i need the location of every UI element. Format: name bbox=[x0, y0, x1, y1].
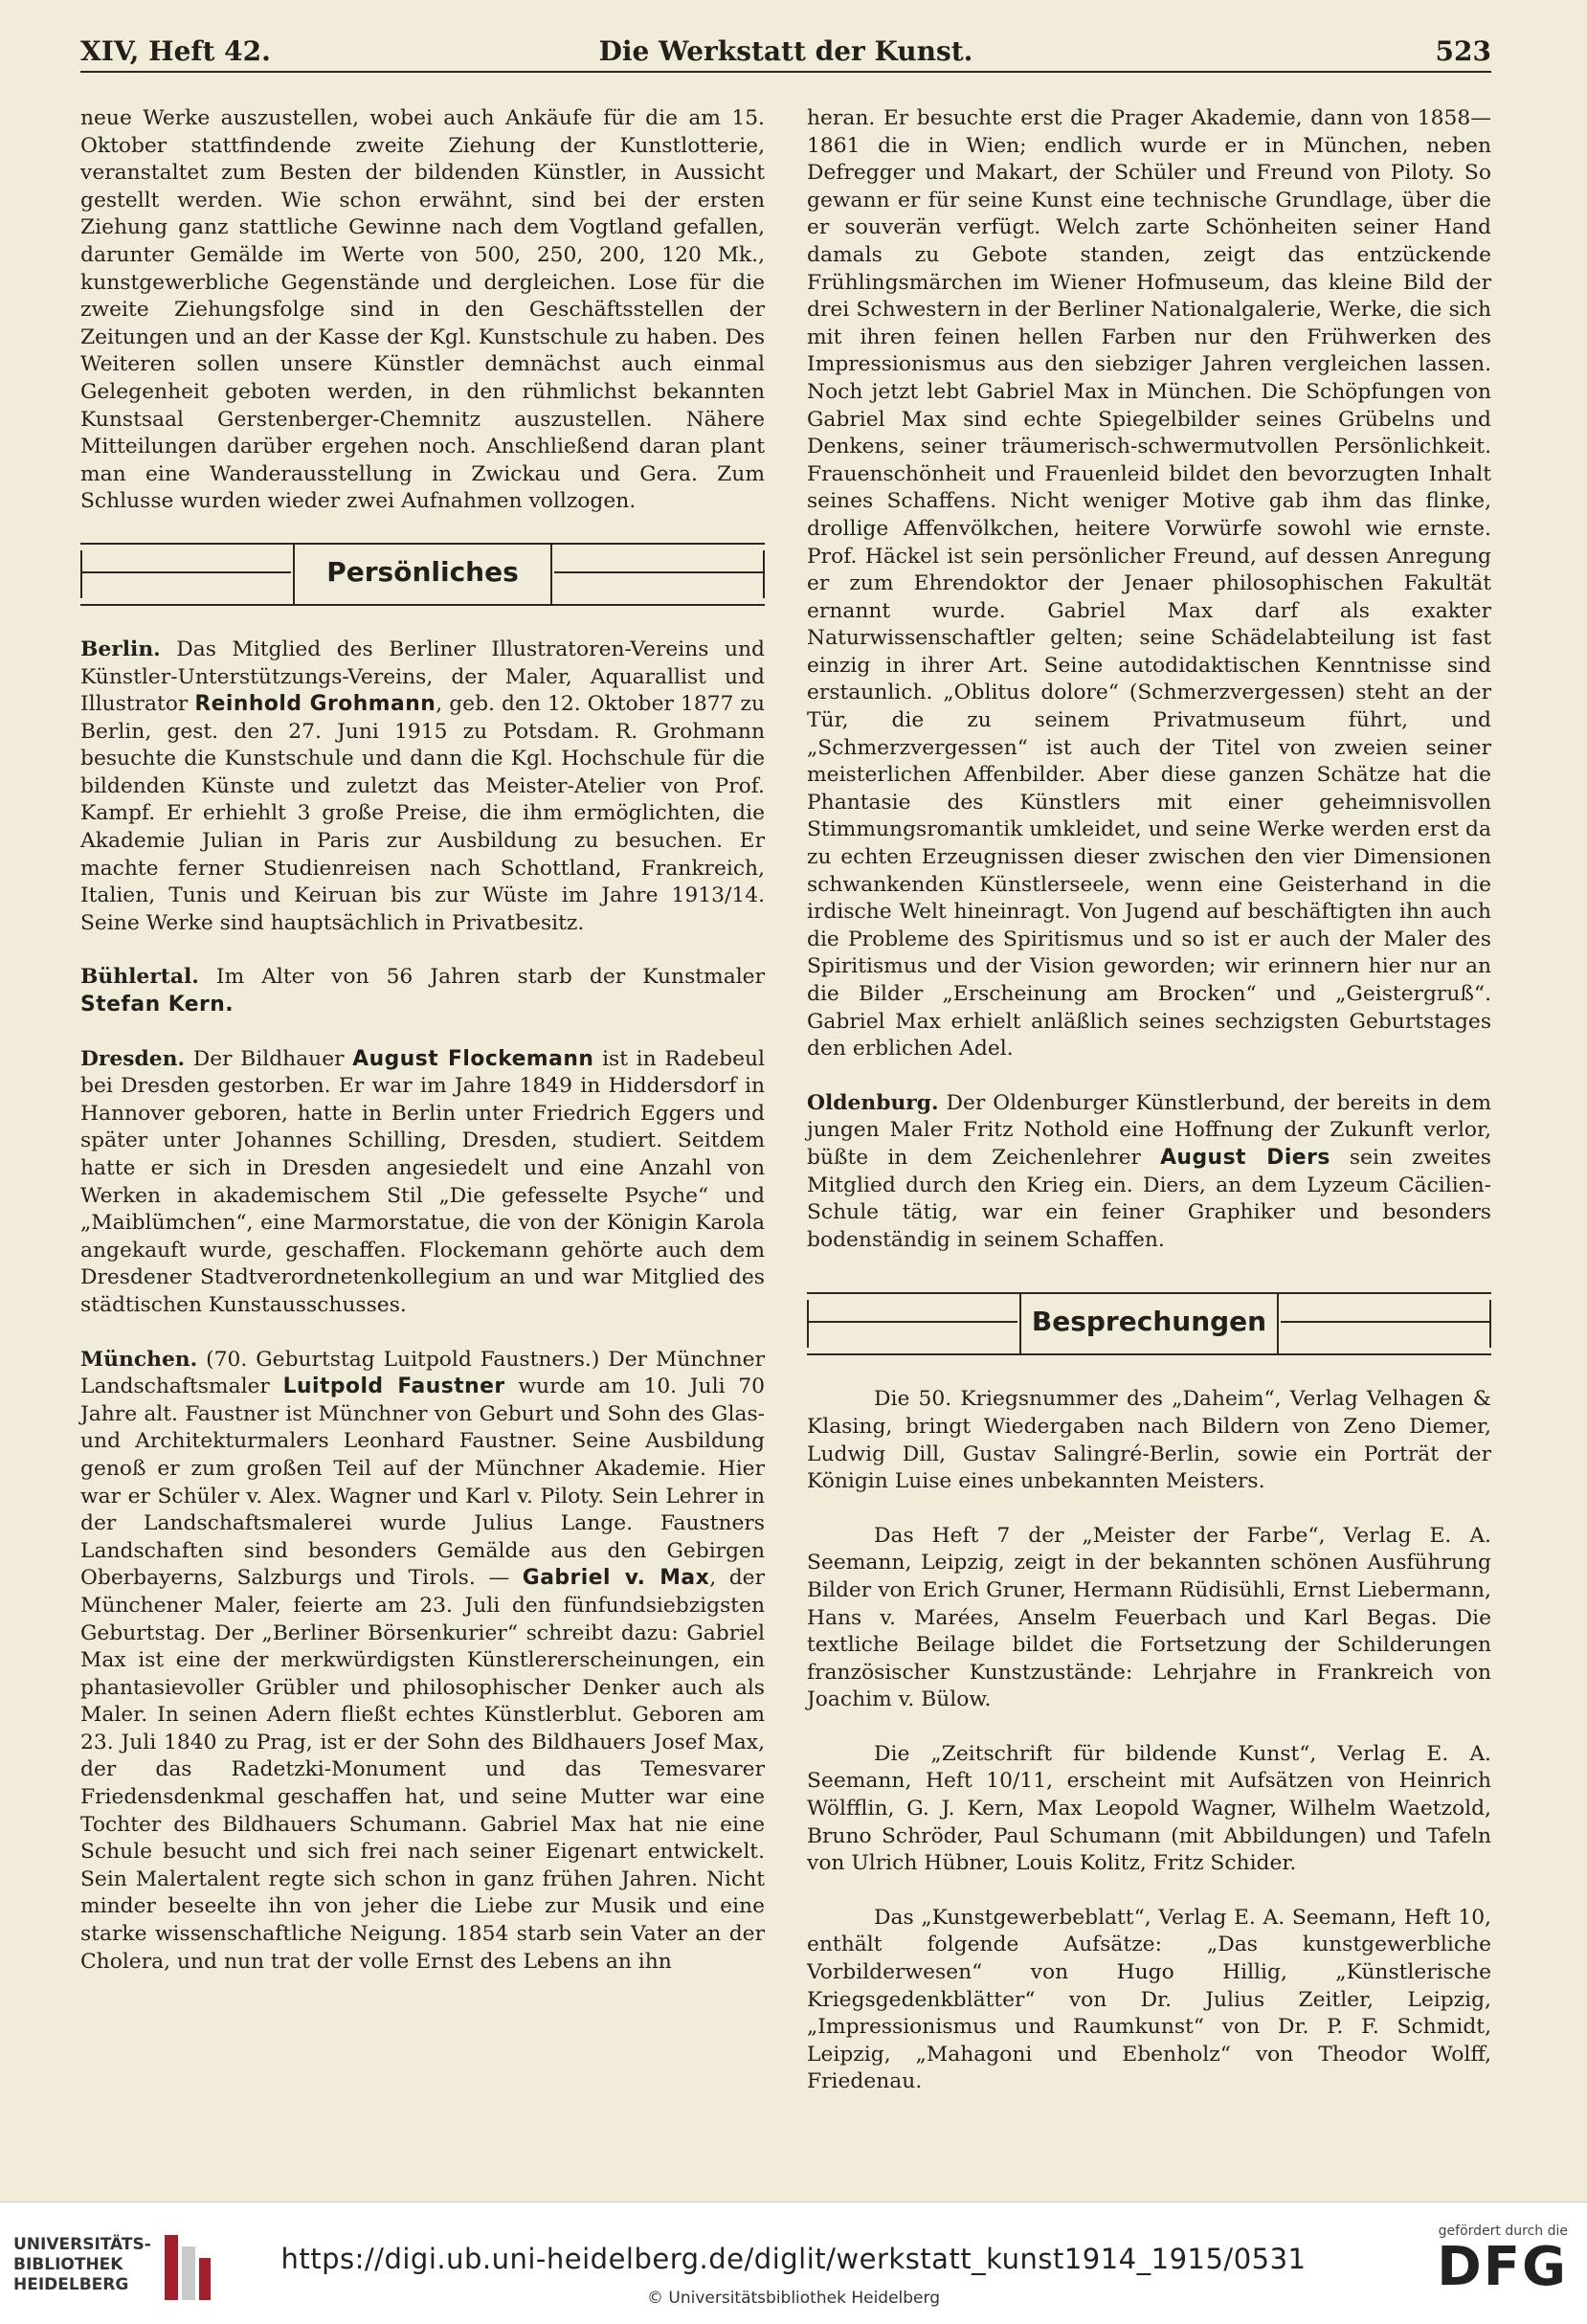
dfg-logo[interactable] bbox=[1424, 2223, 1568, 2312]
library-name: UNIVERSITÄTS- BIBLIOTHEK HEIDELBERG bbox=[13, 2235, 151, 2294]
person-name: August Flockemann bbox=[352, 1046, 594, 1071]
section-title: Besprechungen bbox=[1019, 1292, 1279, 1355]
entry-oldenburg: Oldenburg. Der Oldenburger Künstlerbund, der bereits in dem jungen Maler Fritz Nothold eine Hoffnung der Zukunft verlor, büßte in dem Zeichenlehrer August Diers sein zweites Mitglied durch den Krieg ein. Diers, an dem Lyzeum Cäcilien-Schule tätig, war ein feiner Graphiker und besonders bodenständig in seinem Schaffen. bbox=[807, 1090, 1491, 1252]
left-column bbox=[80, 105, 765, 2002]
entry-muenchen: München. (70. Geburtstag Luitpold Faustners.) Der Münchner Landschaftsmaler Luitpold Faustner wurde am 10. Juli 70 Jahre alt. Faustner ist Münchner von Geburt und Sohn des Glas- und Architekturmalers Leonhard Faustner. Seine Ausbildung genoß er zum großen Teil auf der Münchner Akademie. Hier war er Schüler v. Alex. Wagner und Karl v. Piloty. Sein Lehrer in der Landschaftsmalerei wurde Julius Lange. Faustners Landschaften sind besonders Gemälde aus den Gebirgen Oberbayerns, Salzburgs und Tirols. — Gabriel v. Max, der Münchener Maler, feierte am 23. Juli den fünfundsiebzigsten Geburtstag. Der „Berliner Börsenkurier“ schreibt dazu: Gabriel Max ist eine der merkwürdigsten Künstlererscheinungen, ein phantasievoller Grübler und philosophischer Denker auch als Maler. In seinen Adern fließt echtes Künstlerblut. Geboren am 23. Juli 1840 zu Prag, ist er der Sohn des Bildhauers Josef Max, der das Radetzki-Monument und das Temesvarer Friedensdenkmal geschaffen hat, und seine Mutter war eine Tochter des Bildhauers Schumann. Gabriel Max hat nie eine Schule besucht und sich frei nach seiner Eigenart entwickelt. Sein Malertalent regte sich schon in ganz frühen Jahren. Nicht minder beseelte ihn von jeher die Liebe zur Musik und eine starke wissenschaftliche Neigung. 1854 starb sein Vater an der Cholera, und nun trat der volle Ernst des Lebens an ihn bbox=[80, 1347, 765, 1974]
right-column bbox=[807, 105, 1491, 2123]
page-number: 523 bbox=[1435, 35, 1491, 67]
copyright-notice: © Universitätsbibliothek Heidelberg bbox=[646, 2289, 940, 2308]
place-name: Oldenburg. bbox=[807, 1090, 939, 1115]
section-header-persoenliches bbox=[80, 543, 765, 606]
person-name: Luitpold Faustner bbox=[282, 1374, 505, 1399]
place-name: Bühlertal. bbox=[80, 965, 199, 990]
section-title: Persönliches bbox=[293, 543, 552, 606]
place-name: München. bbox=[80, 1347, 198, 1372]
person-name: Gabriel v. Max bbox=[522, 1566, 710, 1591]
intro-paragraph: neue Werke auszustellen, wobei auch Ankäufe für die am 15. Oktober stattfindende zweite Ziehung der Kunstlotterie, veranstaltet zum Besten der bildenden Künstler, in Aussicht gestellt werden. Wie schon erwähnt, sind bei der ersten Ziehung ganz stattliche Gewinne nach dem Vogtland gefallen, darunter Gemälde im Werte von 500, 250, 200, 120 Mk., kunstgewerbliche Gegenstände und dergleichen. Lose für die zweite Ziehungsfolge sind in den Geschäftsstellen der Zeitungen und an der Kasse der Kgl. Kunstschule zu haben. Des Weiteren sollen unsere Künstler demnächst auch einmal Gelegenheit geboten werden, in den rühmlichst bekannten Kunstsaal Gerstenberger-Chemnitz auszustellen. Nähere Mitteilungen darüber ergehen noch. Anschließend daran plant man eine Wanderausstellung in Zwickau und Gera. Zum Schlusse wurden wieder zwei Aufnahmen vollzogen. bbox=[80, 106, 765, 514]
person-name: Stefan Kern. bbox=[80, 993, 235, 1017]
review-zeitschrift: Die „Zeitschrift für bildende Kunst“, Verlag E. A. Seemann, Heft 10/11, erscheint mit Aufsätzen von Heinrich Wölfflin, G. J. Kern, Max Leopold Wagner, Wilhelm Waetzold, Bruno Schröder, Paul Schumann (mit Abbildungen) und Tafeln von Ulrich Hübner, Louis Kolitz, Fritz Schider. bbox=[807, 1741, 1491, 1876]
review-kunstgewerbeblatt: Das „Kunstgewerbeblatt“, Verlag E. A. Seemann, Heft 10, enthält folgende Aufsätze: „Das kunstgewerbliche Vorbilderwesen“ von Hugo Hillig, „Künstlerische Kriegsgedenkblätter“ von Dr. Julius Zeitler, Leipzig, „Impressionismus und Raumkunst“ von Dr. P. F. Schmidt, Leipzig, „Mahagoni und Ebenholz“ von Theodor Wolff, Friedenau. bbox=[807, 1905, 1491, 2094]
person-name: August Diers bbox=[1160, 1145, 1330, 1170]
max-continuation: heran. Er besuchte erst die Prager Akademie, dann von 1858—1861 die in Wien; endlich wurde er in München, neben Defregger und Makart, der Schüler und Freund von Piloty. So gewann er für seine Kunst eine technische Grundlage, über die er souverän verfügt. Welch zarte Schönheiten seiner Hand damals zu Gebote standen, zeigt das entzückende Frühlingsmärchen im Wiener Hofmuseum, das kleine Bild der drei Schwestern in der Berliner Nationalgalerie, Werke, die sich mit ihren feinen hellen Farben nur den Frühwerken des Impressionismus aus den siebziger Jahren vergleichen lassen. Noch jetzt lebt Gabriel Max in München. Die Schöpfungen von Gabriel Max sind echte Spiegelbilder seines Grübelns und Denkens, seiner träumerisch-schwermutvollen Persönlichkeit. Frauenschönheit und Frauenleid bildet den bevorzugten Inhalt seines Schaffens. Nicht weniger Motive gab ihm das flinke, drollige Affenvölkchen, heitere Vorwürfe sowohl wie ernste. Prof. Häckel ist sein persönlicher Freund, auf dessen Anregung er zum Ehrendoktor der Jenaer philosophischen Fakultät ernannt wurde. Gabriel Max darf als exakter Naturwissenschaftler gelten; seine Schädelabteilung ist fast einzig in ihrer Art. Seine autodidaktischen Kenntnisse sind erstaunlich. „Oblitus dolore“ (Schmerzvergessen) steht an der Tür, die zu seinem Privatmuseum führt, und „Schmerzvergessen“ ist auch der Titel von zweien seiner meisterlichen Affenbilder. Aber diese ganzen Schätze hat die Phantasie des Künstlers mit einer geheimnisvollen Stimmungsromantik umkleidet, und seine Werke werden erst da zu echten Erzeugnissen dieser zwischen den vier Dimensionen schwankenden Künstlerseele, wenn eine Geisterhand in die irdische Welt hineinragt. Von Jugend auf beschäftigten ihn auch die Probleme des Spiritismus und so ist er auch der Maler des Spiritismus und der Vision geworden; wir erinnern hier nur an die Bilder „Erscheinung am Brocken“ und „Geistergruß“. Gabriel Max erhielt anläßlich seines sechzigsten Geburtstages den erblichen Adel. bbox=[807, 106, 1491, 1061]
permalink-url[interactable]: https://digi.ub.uni-heidelberg.de/diglit/werkstatt_kunst1914_1915/0531 bbox=[280, 2243, 1307, 2275]
review-daheim: Die 50. Kriegsnummer des „Daheim“, Verlag Velhagen & Klasing, bringt Wiedergaben nach Bildern von Zeno Diemer, Ludwig Dill, Gustav Salingré-Berlin, sowie ein Porträt der Königin Luise eines unbekannten Meisters. bbox=[807, 1387, 1491, 1494]
place-name: Berlin. bbox=[80, 637, 161, 661]
funding-label: gefördert durch die bbox=[1438, 2223, 1568, 2239]
review-meister-der-farbe: Das Heft 7 der „Meister der Farbe“, Verlag E. A. Seemann, Leipzig, zeigt in der bekannten schönen Ausführung Bilder von Erich Gruner, Hermann Rüdisühli, Ernst Liebermann, Hans v. Marées, Anselm Feuerbach und Karl Begas. Die textliche Beilage bildet die Fortsetzung der Schilderungen französischer Kunstzustände: Lehrjahre in Frankreich von Joachim v. Bülow. bbox=[807, 1523, 1491, 1712]
entry-buehlertal: Bühlertal. Im Alter von 56 Jahren starb der Kunstmaler Stefan Kern. bbox=[80, 965, 765, 1017]
entry-dresden: Dresden. Der Bildhauer August Flockemann ist in Radebeul bei Dresden gestorben. Er war im Jahre 1849 in Hiddersdorf in Hannover geboren, hatte in Berlin unter Friedrich Eggers und später unter Johannes Schilling, Dresden, studiert. Seitdem hatte er sich in Dresden angesiedelt und eine Anzahl von Werken in akademischem Stil „Die gefesselte Psyche“ und „Maiblümchen“, eine Marmorstatue, die von der Königin Karola angekauft wurde, geschaffen. Flockemann gehörte auch dem Dresdener Stadtverordnetenkollegium an und war Mitglied des städtischen Kunstausschusses. bbox=[80, 1046, 765, 1317]
running-header bbox=[80, 27, 1491, 73]
entry-berlin: Berlin. Das Mitglied des Berliner Illustratoren-Vereins und Künstler-Unterstützungs-Vereins, der Maler, Aquarallist und Illustrator Reinhold Grohmann, geb. den 12. Oktober 1877 zu Berlin, gest. den 27. Juni 1915 zu Potsdam. R. Grohmann besuchte die Kunstschule und dann die Kgl. Hochschule für die bildenden Künste und zuletzt das Meister-Atelier von Prof. Kampf. Er erhiehlt 3 große Preise, die ihm ermöglichten, die Akademie Julian in Paris zur Ausbildung zu besuchen. Er machte ferner Studienreisen nach Schottland, Frankreich, Italien, Tunis und Keiruan bis zur Wüste im Jahre 1913/14. Seine Werke sind hauptsächlich in Privatbesitz. bbox=[80, 637, 766, 935]
journal-title: Die Werkstatt der Kunst. bbox=[598, 35, 973, 67]
funder-name: DFG bbox=[1437, 2236, 1568, 2298]
place-name: Dresden. bbox=[80, 1046, 186, 1071]
person-name: Reinhold Grohmann bbox=[194, 692, 436, 717]
section-header-besprechungen bbox=[807, 1292, 1491, 1355]
volume-issue: XIV, Heft 42. bbox=[80, 35, 271, 67]
footer-bar bbox=[0, 2201, 1587, 2324]
